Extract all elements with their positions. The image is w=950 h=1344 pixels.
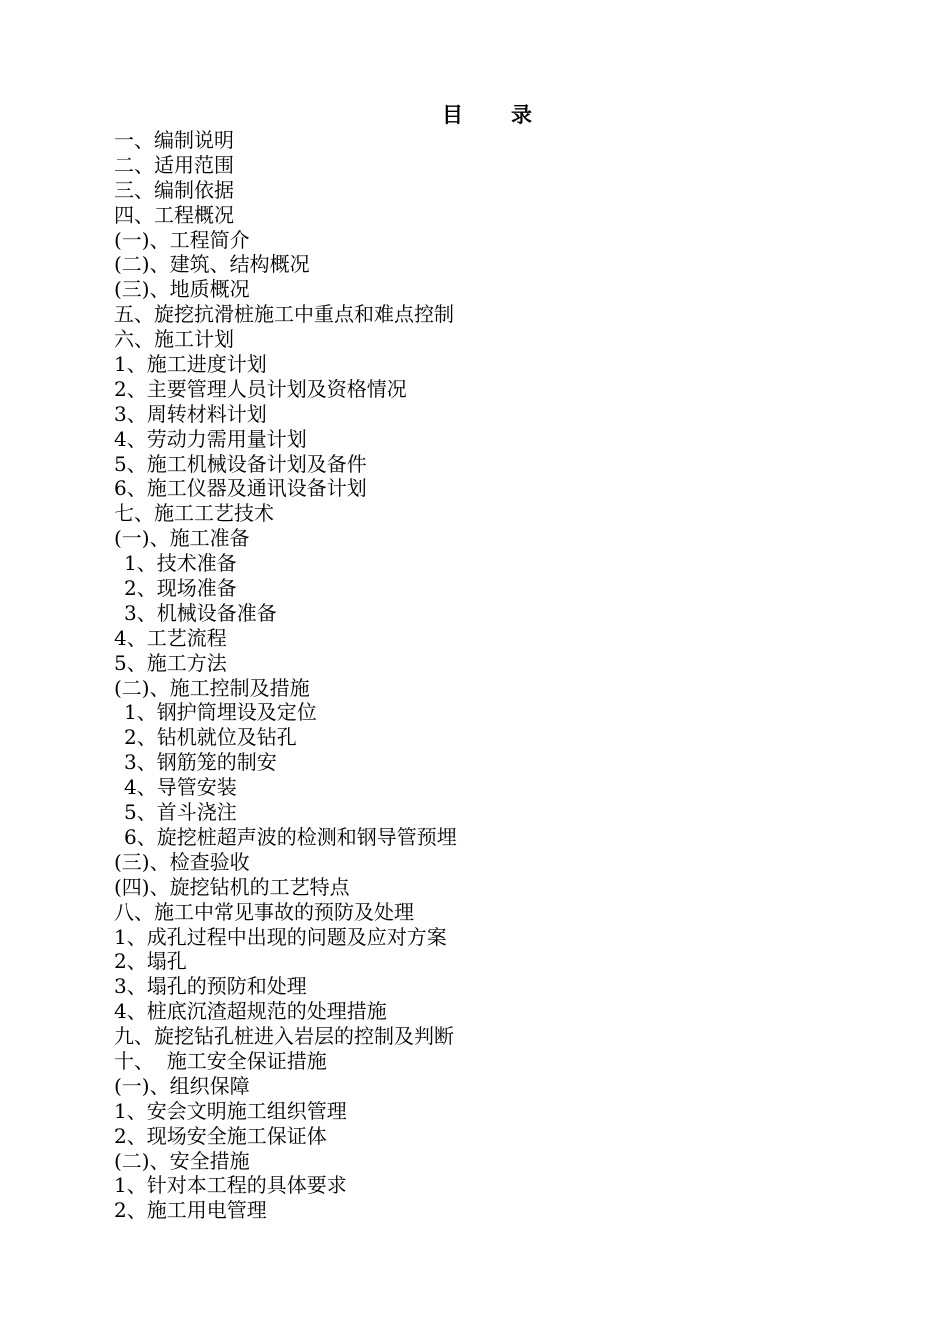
toc-entry: 三、编制依据 bbox=[114, 177, 234, 202]
toc-entry: 2、钻机就位及钻孔 bbox=[124, 725, 297, 750]
toc-entry: 3、钢筋笼的制安 bbox=[124, 750, 277, 775]
toc-entry: 6、旋挖桩超声波的检测和钢导管预埋 bbox=[124, 824, 457, 849]
toc-entry: (二)、施工控制及措施 bbox=[114, 675, 310, 700]
toc-entry: 七、施工工艺技术 bbox=[114, 501, 274, 526]
toc-entry: 1、安会文明施工组织管理 bbox=[114, 1098, 347, 1123]
toc-entry: 九、旋挖钻孔桩进入岩层的控制及判断 bbox=[114, 1024, 454, 1049]
toc-entry: 6、施工仪器及通讯设备计划 bbox=[114, 476, 367, 501]
toc-entry: (二)、安全措施 bbox=[114, 1148, 250, 1173]
toc-entry: 2、主要管理人员计划及资格情况 bbox=[114, 376, 407, 401]
toc-entry: 1、针对本工程的具体要求 bbox=[114, 1173, 347, 1198]
toc-title bbox=[0, 100, 950, 130]
toc-list bbox=[114, 128, 894, 1223]
toc-entry: (四)、旋挖钻机的工艺特点 bbox=[114, 874, 350, 899]
toc-entry: 八、施工中常见事故的预防及处理 bbox=[114, 899, 414, 924]
toc-entry: 1、钢护筒埋设及定位 bbox=[124, 700, 317, 725]
toc-entry: 2、现场安全施工保证体 bbox=[114, 1123, 327, 1148]
toc-entry: 十、 施工安全保证措施 bbox=[114, 1048, 327, 1073]
toc-entry: (一)、工程简介 bbox=[114, 227, 250, 252]
toc-entry: 六、施工计划 bbox=[114, 327, 234, 352]
toc-entry: 一、编制说明 bbox=[114, 128, 234, 152]
toc-entry: (一)、组织保障 bbox=[114, 1073, 250, 1098]
toc-entry: 二、适用范围 bbox=[114, 152, 234, 177]
toc-entry: 2、塌孔 bbox=[114, 949, 187, 974]
toc-entry: 2、现场准备 bbox=[124, 576, 237, 601]
toc-entry: (二)、建筑、结构概况 bbox=[114, 252, 310, 277]
toc-entry: 5、施工方法 bbox=[114, 650, 227, 675]
toc-entry: (三)、地质概况 bbox=[114, 277, 250, 302]
toc-entry: 四、工程概况 bbox=[114, 202, 234, 227]
toc-entry: 1、施工进度计划 bbox=[114, 352, 267, 377]
toc-entry: 4、劳动力需用量计划 bbox=[114, 426, 307, 451]
toc-entry: (一)、施工准备 bbox=[114, 526, 250, 551]
toc-entry: 5、施工机械设备计划及备件 bbox=[114, 451, 367, 476]
toc-title-part2: 录 bbox=[511, 102, 532, 127]
toc-entry: 3、塌孔的预防和处理 bbox=[114, 974, 307, 999]
toc-entry: (三)、检查验收 bbox=[114, 849, 250, 874]
toc-entry: 3、机械设备准备 bbox=[124, 600, 277, 625]
toc-entry: 4、工艺流程 bbox=[114, 625, 227, 650]
toc-entry: 1、技术准备 bbox=[124, 551, 237, 576]
toc-entry: 五、旋挖抗滑桩施工中重点和难点控制 bbox=[114, 302, 454, 327]
toc-title-part1: 目 bbox=[442, 102, 463, 127]
toc-entry: 4、导管安装 bbox=[124, 775, 237, 800]
toc-entry: 3、周转材料计划 bbox=[114, 401, 267, 426]
toc-entry: 5、首斗浇注 bbox=[124, 800, 237, 825]
toc-entry: 1、成孔过程中出现的问题及应对方案 bbox=[114, 924, 447, 949]
toc-entry: 4、桩底沉渣超规范的处理措施 bbox=[114, 999, 387, 1024]
toc-entry: 2、施工用电管理 bbox=[114, 1198, 267, 1223]
